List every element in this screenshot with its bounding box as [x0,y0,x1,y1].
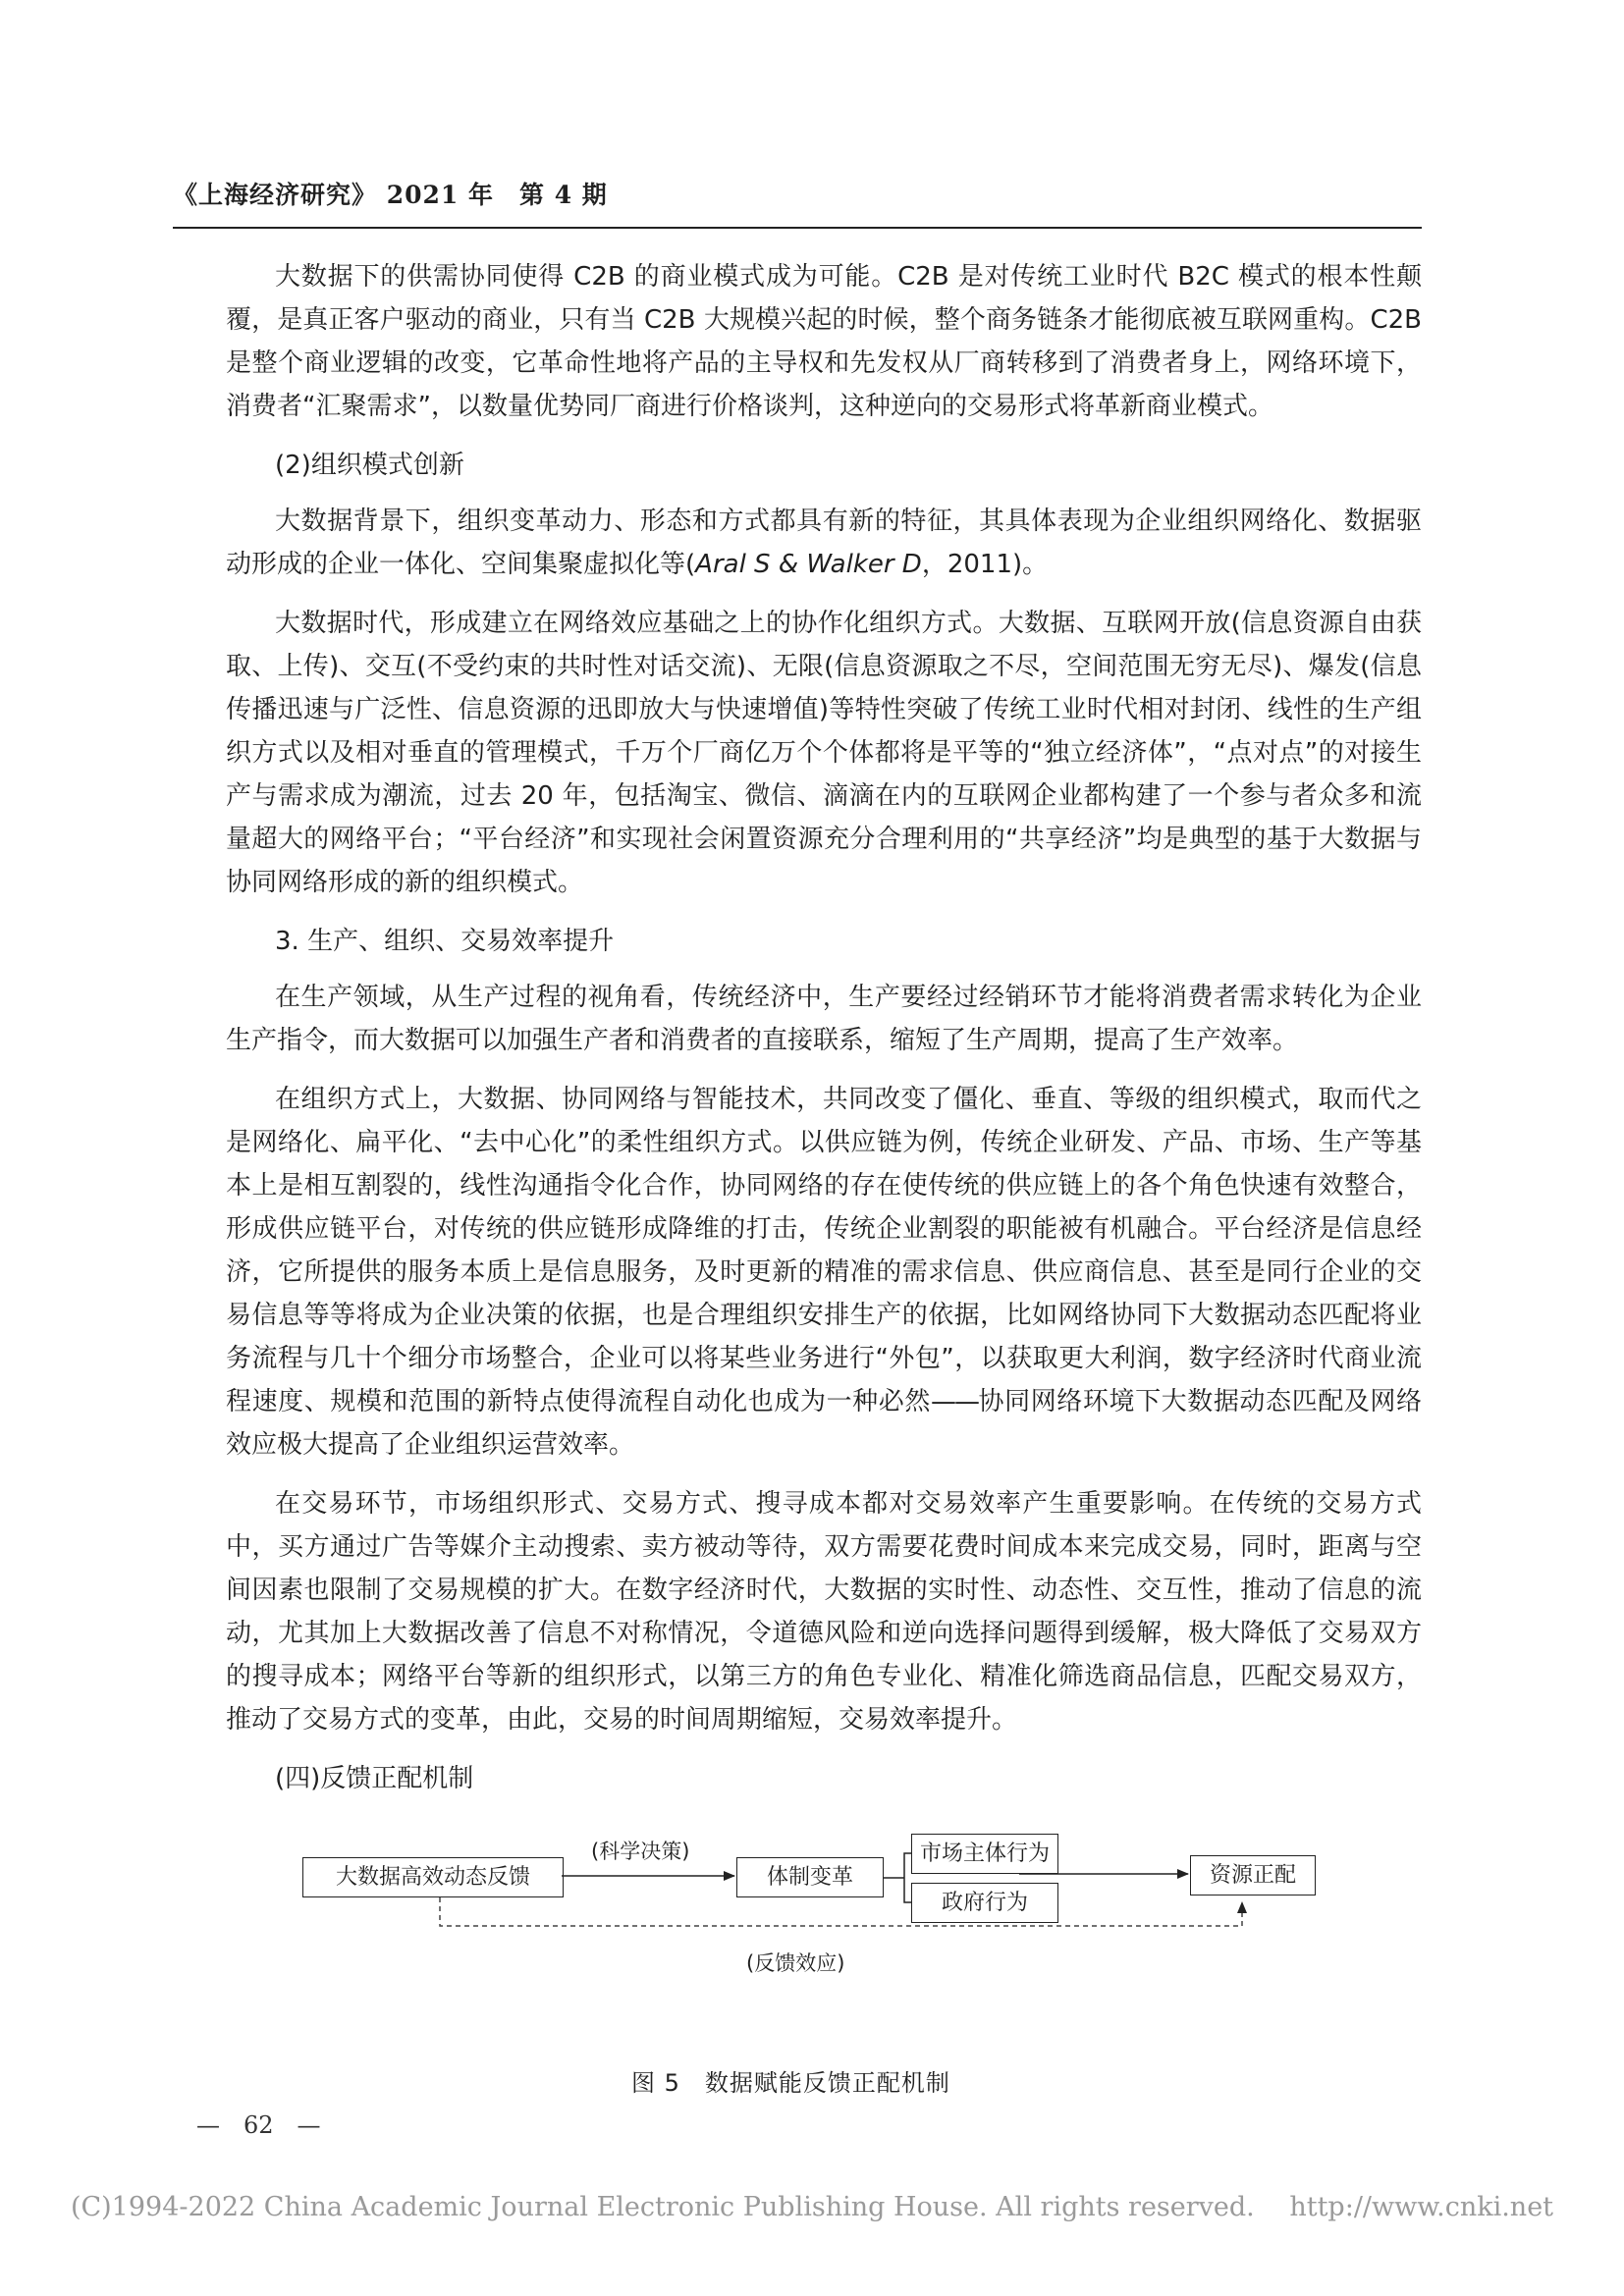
box-big-data-feedback: 大数据高效动态反馈 [302,1857,564,1897]
paragraph-organization-change-text: 大数据背景下，组织变革动力、形态和方式都具有新的特征，其具体表现为企业组织网络化、数据驱动形成的企业一体化、空间集聚虚拟化等( [226,507,1422,579]
copyright-footer: (C)1994-2022 China Academic Journal Electronic Publishing House. All rights reserved. http://www.cnki.net [70,2192,1554,2222]
journal-title: 《上海经济研究》 2021 年 第 4 期 [173,181,608,209]
bracket-left [904,1853,911,1902]
page-number: — 62 — [196,2111,321,2139]
figure-feedback-mechanism [295,1820,1335,2021]
label-feedback-effect: (反馈效应) [746,1951,845,1975]
figure-caption: 图 5 数据赋能反馈正配机制 [631,2069,950,2097]
paragraph-organization-change [226,500,1422,586]
label-scientific-decision: (科学决策) [591,1840,690,1863]
box-resource-allocation: 资源正配 [1190,1855,1316,1896]
paragraph-organization-method-tail: 协同网络环境下大数据动态匹配及网络效应极大提高了企业组织运营效率。 [226,1387,1422,1460]
article-body [226,255,1422,1813]
running-header [173,174,1422,229]
heading-organization-innovation: (2)组织模式创新 [275,451,464,480]
heading-feedback-mechanism: (四)反馈正配机制 [275,1764,474,1793]
box-government-behavior: 政府行为 [911,1883,1058,1923]
paragraph-c2b: 大数据下的供需协同使得 C2B 的商业模式成为可能。C2B 是对传统工业时代 B2C 模式的根本性颠覆，是真正客户驱动的商业，只有当 C2B 大规模兴起的时候，整个商务链条才能彻底被互联网重构。C2B 是整个商业逻辑的改变，它革命性地将产品的主导权和先发权从厂商转移到了消费者身上，网络环境下，消费者“汇聚需求”，以数量优势同厂商进行价格谈判，这种逆向的交易形式将革新商业模式。 [226,262,1422,421]
figure-connectors [295,1820,1335,2021]
box-market-behavior: 市场主体行为 [911,1834,1058,1874]
paragraph-production: 在生产领域，从生产过程的视角看，传统经济中，生产要经过经销环节才能将消费者需求转化为企业生产指令，而大数据可以加强生产者和消费者的直接联系，缩短了生产周期，提高了生产效率。 [226,983,1422,1055]
paragraph-transaction: 在交易环节，市场组织形式、交易方式、搜寻成本都对交易效率产生重要影响。在传统的交易方式中，买方通过广告等媒介主动搜索、卖方被动等待，双方需要花费时间成本来完成交易，同时，距离与空间因素也限制了交易规模的扩大。在数字经济时代，大数据的实时性、动态性、交互性，推动了信息的流动，尤其加上大数据改善了信息不对称情况，令道德风险和逆向选择问题得到缓解，极大降低了交易双方的搜寻成本；网络平台等新的组织形式，以第三方的角色专业化、精准化筛选商品信息，匹配交易双方，推动了交易方式的变革，由此，交易的时间周期缩短，交易效率提升。 [226,1489,1422,1735]
heading-efficiency: 3. 生产、组织、交易效率提升 [275,927,615,956]
paragraph-organization-method [226,1078,1422,1467]
paragraph-collaborative-organization: 大数据时代，形成建立在网络效应基础之上的协作化组织方式。大数据、互联网开放(信息资源自由获取、上传)、交互(不受约束的共时性对话交流)、无限(信息资源取之不尽，空间范围无穷无尽)、爆发(信息传播迅速与广泛性、信息资源的迅即放大与快速增值)等特性突破了传统工业时代相对封闭、线性的生产组织方式以及相对垂直的管理模式，千万个厂商亿万个个体都将是平等的“独立经济体”，“点对点”的对接生产与需求成为潮流，过去 20 年，包括淘宝、微信、滴滴在内的互联网企业都构建了一个参与者众多和流量超大的网络平台；“平台经济”和实现社会闲置资源充分合理利用的“共享经济”均是典型的基于大数据与协同网络形成的新的组织模式。 [226,609,1422,897]
paragraph-organization-method-text: 在组织方式上，大数据、协同网络与智能技术，共同改变了僵化、垂直、等级的组织模式，取而代之是网络化、扁平化、“去中心化”的柔性组织方式。以供应链为例，传统企业研发、产品、市场、生产等基本上是相互割裂的，线性沟通指令化合作，协同网络的存在使传统的供应链上的各个角色快速有效整合，形成供应链平台，对传统的供应链形成降维的打击，传统企业割裂的职能被有机融合。平台经济是信息经济，它所提供的服务本质上是信息服务，及时更新的精准的需求信息、供应商信息、甚至是同行企业的交易信息等等将成为企业决策的依据，也是合理组织安排生产的依据，比如网络协同下大数据动态匹配将业务流程与几十个细分市场整合，企业可以将某些业务进行“外包”，以获取更大利润，数字经济时代商业流程速度、规模和范围的新特点使得流程自动化也成为一种必然 [226,1085,1422,1416]
dashed-feedback-loop [440,1897,1242,1926]
citation-year: ，2011)。 [921,550,1049,579]
em-dash: —— [930,1387,978,1416]
citation-authors: Aral S & Walker D [695,550,922,579]
box-institutional-reform: 体制变革 [736,1857,884,1897]
